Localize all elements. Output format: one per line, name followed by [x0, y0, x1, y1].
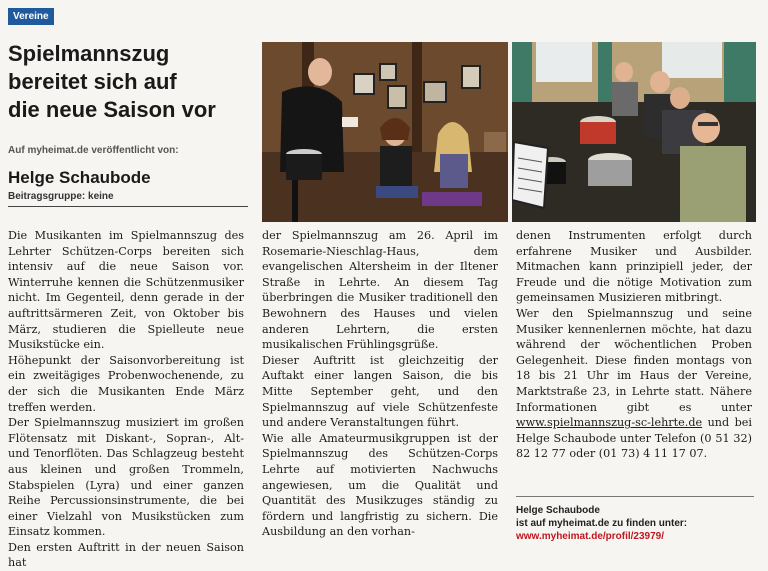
club-website-link[interactable]: www.spielmannszug-sc-lehrte.de: [516, 416, 703, 430]
article-column-1: [8, 228, 244, 571]
paragraph: der Spielmannszug am 26. April im Rosemarie-Nieschlag-Haus, dem evangelischen Altersheim in der Iltener Straße in Lehrte. An diesem Tag überbringen die Musiker traditionell den Bewohnern des Hauses und vielen anderen Lehrtern, die ersten musikalischen Frühlingsgrüße.: [262, 229, 498, 352]
headline-line-1: Spielmannszug: [8, 41, 170, 66]
paragraph: Dieser Auftritt ist gleichzeitig der Auftakt einer langen Saison, die bis Mitte September geht, und den Spielmannszug auf viele Schützenfeste und andere Veranstaltungen führt.: [262, 353, 498, 430]
paragraph: [516, 306, 752, 462]
contact-text: und bei Helge Schaubode unter Telefon (0 51 32) 82 12 77 oder (01 73) 4 11 17 07.: [516, 416, 752, 461]
photo-drummers: [512, 42, 756, 222]
photo-practice-room: [262, 42, 508, 222]
article-headline: [8, 40, 253, 124]
profile-link[interactable]: www.myheimat.de/profil/23979/: [516, 531, 665, 542]
article-column-2: [262, 228, 498, 540]
paragraph: denen Instrumenten erfolgt durch erfahrene Musiker und Ausbilder. Mitmachen kann prinzipiell jeder, der Freude und die nötige Motivation zum gemeinsamen Musizieren mitbringt.: [516, 229, 752, 305]
footer-divider: [516, 496, 754, 497]
published-label: Auf myheimat.de veröffentlicht von:: [8, 145, 179, 156]
footer-note: ist auf myheimat.de zu finden unter:: [516, 518, 688, 529]
paragraph: Höhepunkt der Saisonvorbereitung ist ein zweitägiges Probenwochenende, zu der sich die Musikanten Ende März treffen werden.: [8, 353, 244, 414]
paragraph: Den ersten Auftritt in der neuen Saison hat: [8, 540, 244, 570]
header-divider: [8, 206, 248, 207]
headline-line-2: bereitet sich auf: [8, 69, 177, 94]
paragraph-text: Wer den Spielmannszug und seine Musiker kennenlernen möchte, hat dazu während der wöchentlichen Proben Gelegenheit. Diese finden montags von 18 bis 21 Uhr im Haus der Vereine, Marktstraße 23, in Lehrte statt. Nähere Informationen gibt es unter: [516, 306, 752, 414]
section-tag: Vereine: [8, 8, 54, 25]
headline-line-3: die neue Saison vor: [8, 97, 216, 122]
article-column-3: [516, 228, 752, 462]
footer-author: Helge Schaubode: [516, 505, 600, 516]
group-info: [8, 191, 114, 202]
paragraph: Wie alle Amateurmusikgruppen ist der Spielmannszug des Schützen-Corps Lehrte auf motivierten Nachwuchs angewiesen, um die Qualität und Quantität des Musikzuges ständig zu fördern und langfristig zu sichern. Die Ausbildung an den vorhan-: [262, 431, 498, 539]
group-label: Beitragsgruppe:: [8, 191, 86, 202]
paragraph: Der Spielmannszug musiziert im großen Flötensatz mit Diskant-, Sopran-, Alt- und Tenorflöten. Das Schlagzeug besteht aus kleinen und großen Trommeln, Stabspielen (Lyra) und einer ganzen Reihe Percussionsinstrumente, die bei einer Vielzahl von Musikstücken zum Einsatz kommen.: [8, 416, 244, 539]
author-name: Helge Schaubode: [8, 168, 151, 187]
paragraph: Die Musikanten im Spielmannszug des Lehrter Schützen-Corps bereiten sich intensiv auf die neue Saison vor. Winterruhe kennen die Schützenmusiker nicht. Im Gegenteil, denn gerade in der auftrittsärmeren Zeit, von Oktober bis März, studieren die Spielleute neue Musikstücke ein.: [8, 229, 244, 352]
group-value: keine: [88, 191, 114, 202]
